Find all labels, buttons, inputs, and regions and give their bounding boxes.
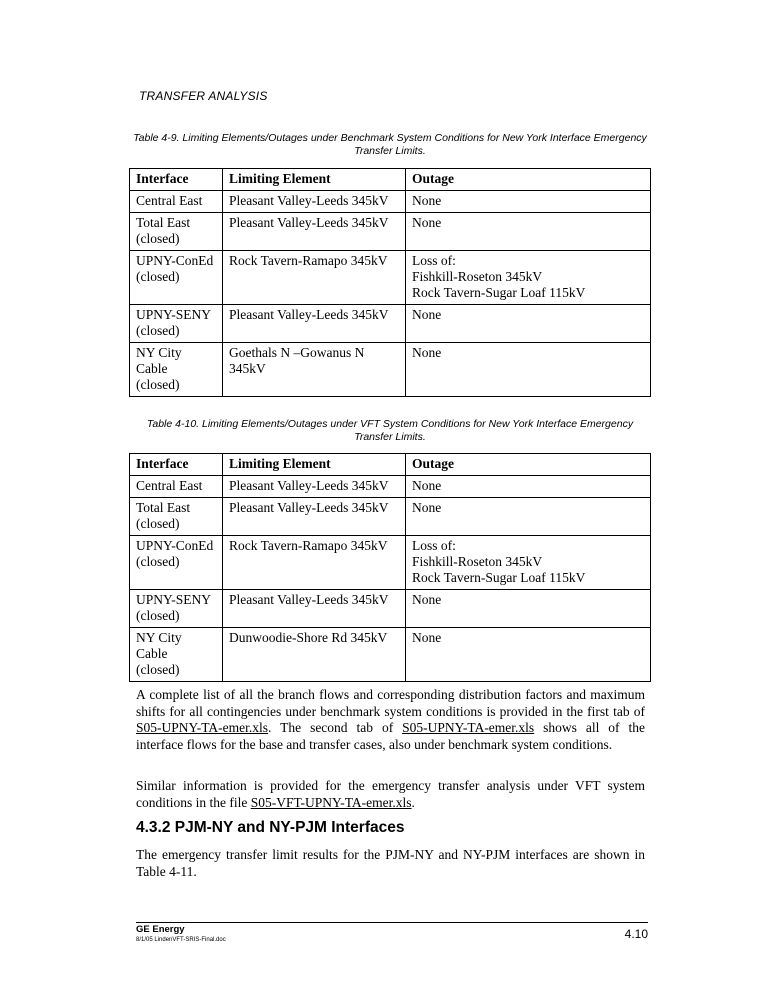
limiting-element-cell: Pleasant Valley-Leeds 345kV	[223, 305, 406, 343]
body-paragraph	[136, 687, 645, 753]
cell-line: (closed)	[136, 516, 180, 531]
table-header-row	[130, 169, 651, 191]
interface-cell	[130, 343, 223, 397]
table-row	[130, 476, 651, 498]
cell-line: NY City Cable	[136, 630, 182, 661]
outage-cell	[406, 213, 651, 251]
interface-cell	[130, 213, 223, 251]
table-row	[130, 343, 651, 397]
cell-line: UPNY-SENY	[136, 592, 212, 607]
cell-line: UPNY-SENY	[136, 307, 212, 322]
column-header: Interface	[130, 169, 223, 191]
paragraph-text: . The second tab of	[268, 720, 403, 735]
limiting-element-cell: Pleasant Valley-Leeds 345kV	[223, 498, 406, 536]
cell-line: Rock Tavern-Sugar Loaf 115kV	[412, 570, 586, 585]
footer-company: GE Energy	[136, 924, 185, 935]
cell-line: None	[412, 307, 442, 322]
cell-line: None	[412, 592, 442, 607]
cell-line: Loss of:	[412, 253, 456, 268]
outage-cell	[406, 536, 651, 590]
cell-line: (closed)	[136, 554, 180, 569]
page-number: 4.10	[624, 927, 648, 941]
column-header: Outage	[406, 169, 651, 191]
interface-cell	[130, 590, 223, 628]
interface-cell	[130, 305, 223, 343]
outage-cell	[406, 628, 651, 682]
cell-line: Central East	[136, 193, 203, 208]
paragraph-text: A complete list of all the branch flows and corresponding distribution factors and maximum shifts for all contingencies under benchmark system conditions is provided in the first tab of	[136, 687, 645, 719]
cell-line: Total East	[136, 215, 191, 230]
cell-line: Central East	[136, 478, 203, 493]
cell-line: None	[412, 345, 442, 360]
interface-cell	[130, 251, 223, 305]
limiting-element-cell: Pleasant Valley-Leeds 345kV	[223, 590, 406, 628]
limiting-elements-table-vft	[129, 453, 651, 682]
file-reference: S05-UPNY-TA-emer.xls	[402, 720, 535, 735]
cell-line: Total East	[136, 500, 191, 515]
cell-line: None	[412, 193, 442, 208]
interface-cell	[130, 628, 223, 682]
cell-line: (closed)	[136, 377, 180, 392]
cell-line: None	[412, 500, 442, 515]
cell-line: Rock Tavern-Sugar Loaf 115kV	[412, 285, 586, 300]
table-row	[130, 536, 651, 590]
cell-line: UPNY-ConEd	[136, 538, 214, 553]
outage-cell	[406, 305, 651, 343]
column-header: Interface	[130, 454, 223, 476]
paragraph-text: Similar information is provided for the emergency transfer analysis under VFT system conditions in the file	[136, 778, 645, 810]
body-paragraph: The emergency transfer limit results for the PJM-NY and NY-PJM interfaces are shown in Table 4-11.	[136, 847, 645, 879]
column-header: Outage	[406, 454, 651, 476]
cell-line: UPNY-ConEd	[136, 253, 214, 268]
table-caption: Table 4-10. Limiting Elements/Outages under VFT System Conditions for New York Interface Emergency Transfer Limits.	[146, 418, 634, 443]
limiting-elements-table-benchmark	[129, 168, 651, 397]
table-row	[130, 251, 651, 305]
cell-line: (closed)	[136, 323, 180, 338]
table-caption: Table 4-9. Limiting Elements/Outages under Benchmark System Conditions for New York Interface Emergency Transfer Limits.	[133, 132, 647, 157]
column-header: Limiting Element	[223, 454, 406, 476]
cell-line: Fishkill-Roseton 345kV	[412, 269, 543, 284]
table-row	[130, 213, 651, 251]
cell-line: (closed)	[136, 662, 180, 677]
footer-info	[136, 925, 226, 945]
outage-cell	[406, 498, 651, 536]
header-label: TRANSFER ANALYSIS	[139, 89, 268, 103]
file-reference: S05-VFT-UPNY-TA-emer.xls	[250, 794, 412, 810]
cell-line: None	[412, 215, 442, 230]
cell-line: Loss of:	[412, 538, 456, 553]
interface-cell	[130, 536, 223, 590]
outage-cell	[406, 191, 651, 213]
paragraph-text: .	[411, 794, 415, 810]
table-row	[130, 305, 651, 343]
footer-divider	[136, 922, 648, 923]
interface-cell	[130, 191, 223, 213]
limiting-element-cell: Dunwoodie-Shore Rd 345kV	[223, 628, 406, 682]
file-reference: S05-UPNY-TA-emer.xls	[136, 720, 269, 735]
limiting-element-cell: Pleasant Valley-Leeds 345kV	[223, 476, 406, 498]
cell-line: None	[412, 478, 442, 493]
body-paragraph	[136, 778, 645, 811]
footer-file-line: 8/1/05 LindenVFT-SRIS-Final.doc	[136, 937, 226, 943]
section-heading: 4.3.2 PJM-NY and NY-PJM Interfaces	[136, 819, 405, 836]
limiting-element-cell: Pleasant Valley-Leeds 345kV	[223, 191, 406, 213]
limiting-element-cell: Pleasant Valley-Leeds 345kV	[223, 213, 406, 251]
limiting-element-cell: Goethals N –Gowanus N 345kV	[223, 343, 406, 397]
outage-cell	[406, 476, 651, 498]
cell-line: (closed)	[136, 231, 180, 246]
table-header-row	[130, 454, 651, 476]
interface-cell	[130, 498, 223, 536]
cell-line: None	[412, 630, 442, 645]
cell-line: Fishkill-Roseton 345kV	[412, 554, 543, 569]
cell-line: NY City Cable	[136, 345, 182, 376]
interface-cell	[130, 476, 223, 498]
limiting-element-cell: Rock Tavern-Ramapo 345kV	[223, 536, 406, 590]
outage-cell	[406, 343, 651, 397]
paragraph-text: shows all of the interface flows for the base and transfer cases, also under benchmark system conditions.	[136, 720, 645, 752]
table-row	[130, 590, 651, 628]
limiting-element-cell: Rock Tavern-Ramapo 345kV	[223, 251, 406, 305]
outage-cell	[406, 590, 651, 628]
table-row	[130, 628, 651, 682]
table-row	[130, 191, 651, 213]
table-row	[130, 498, 651, 536]
cell-line: (closed)	[136, 269, 180, 284]
outage-cell	[406, 251, 651, 305]
cell-line: (closed)	[136, 608, 180, 623]
column-header: Limiting Element	[223, 169, 406, 191]
